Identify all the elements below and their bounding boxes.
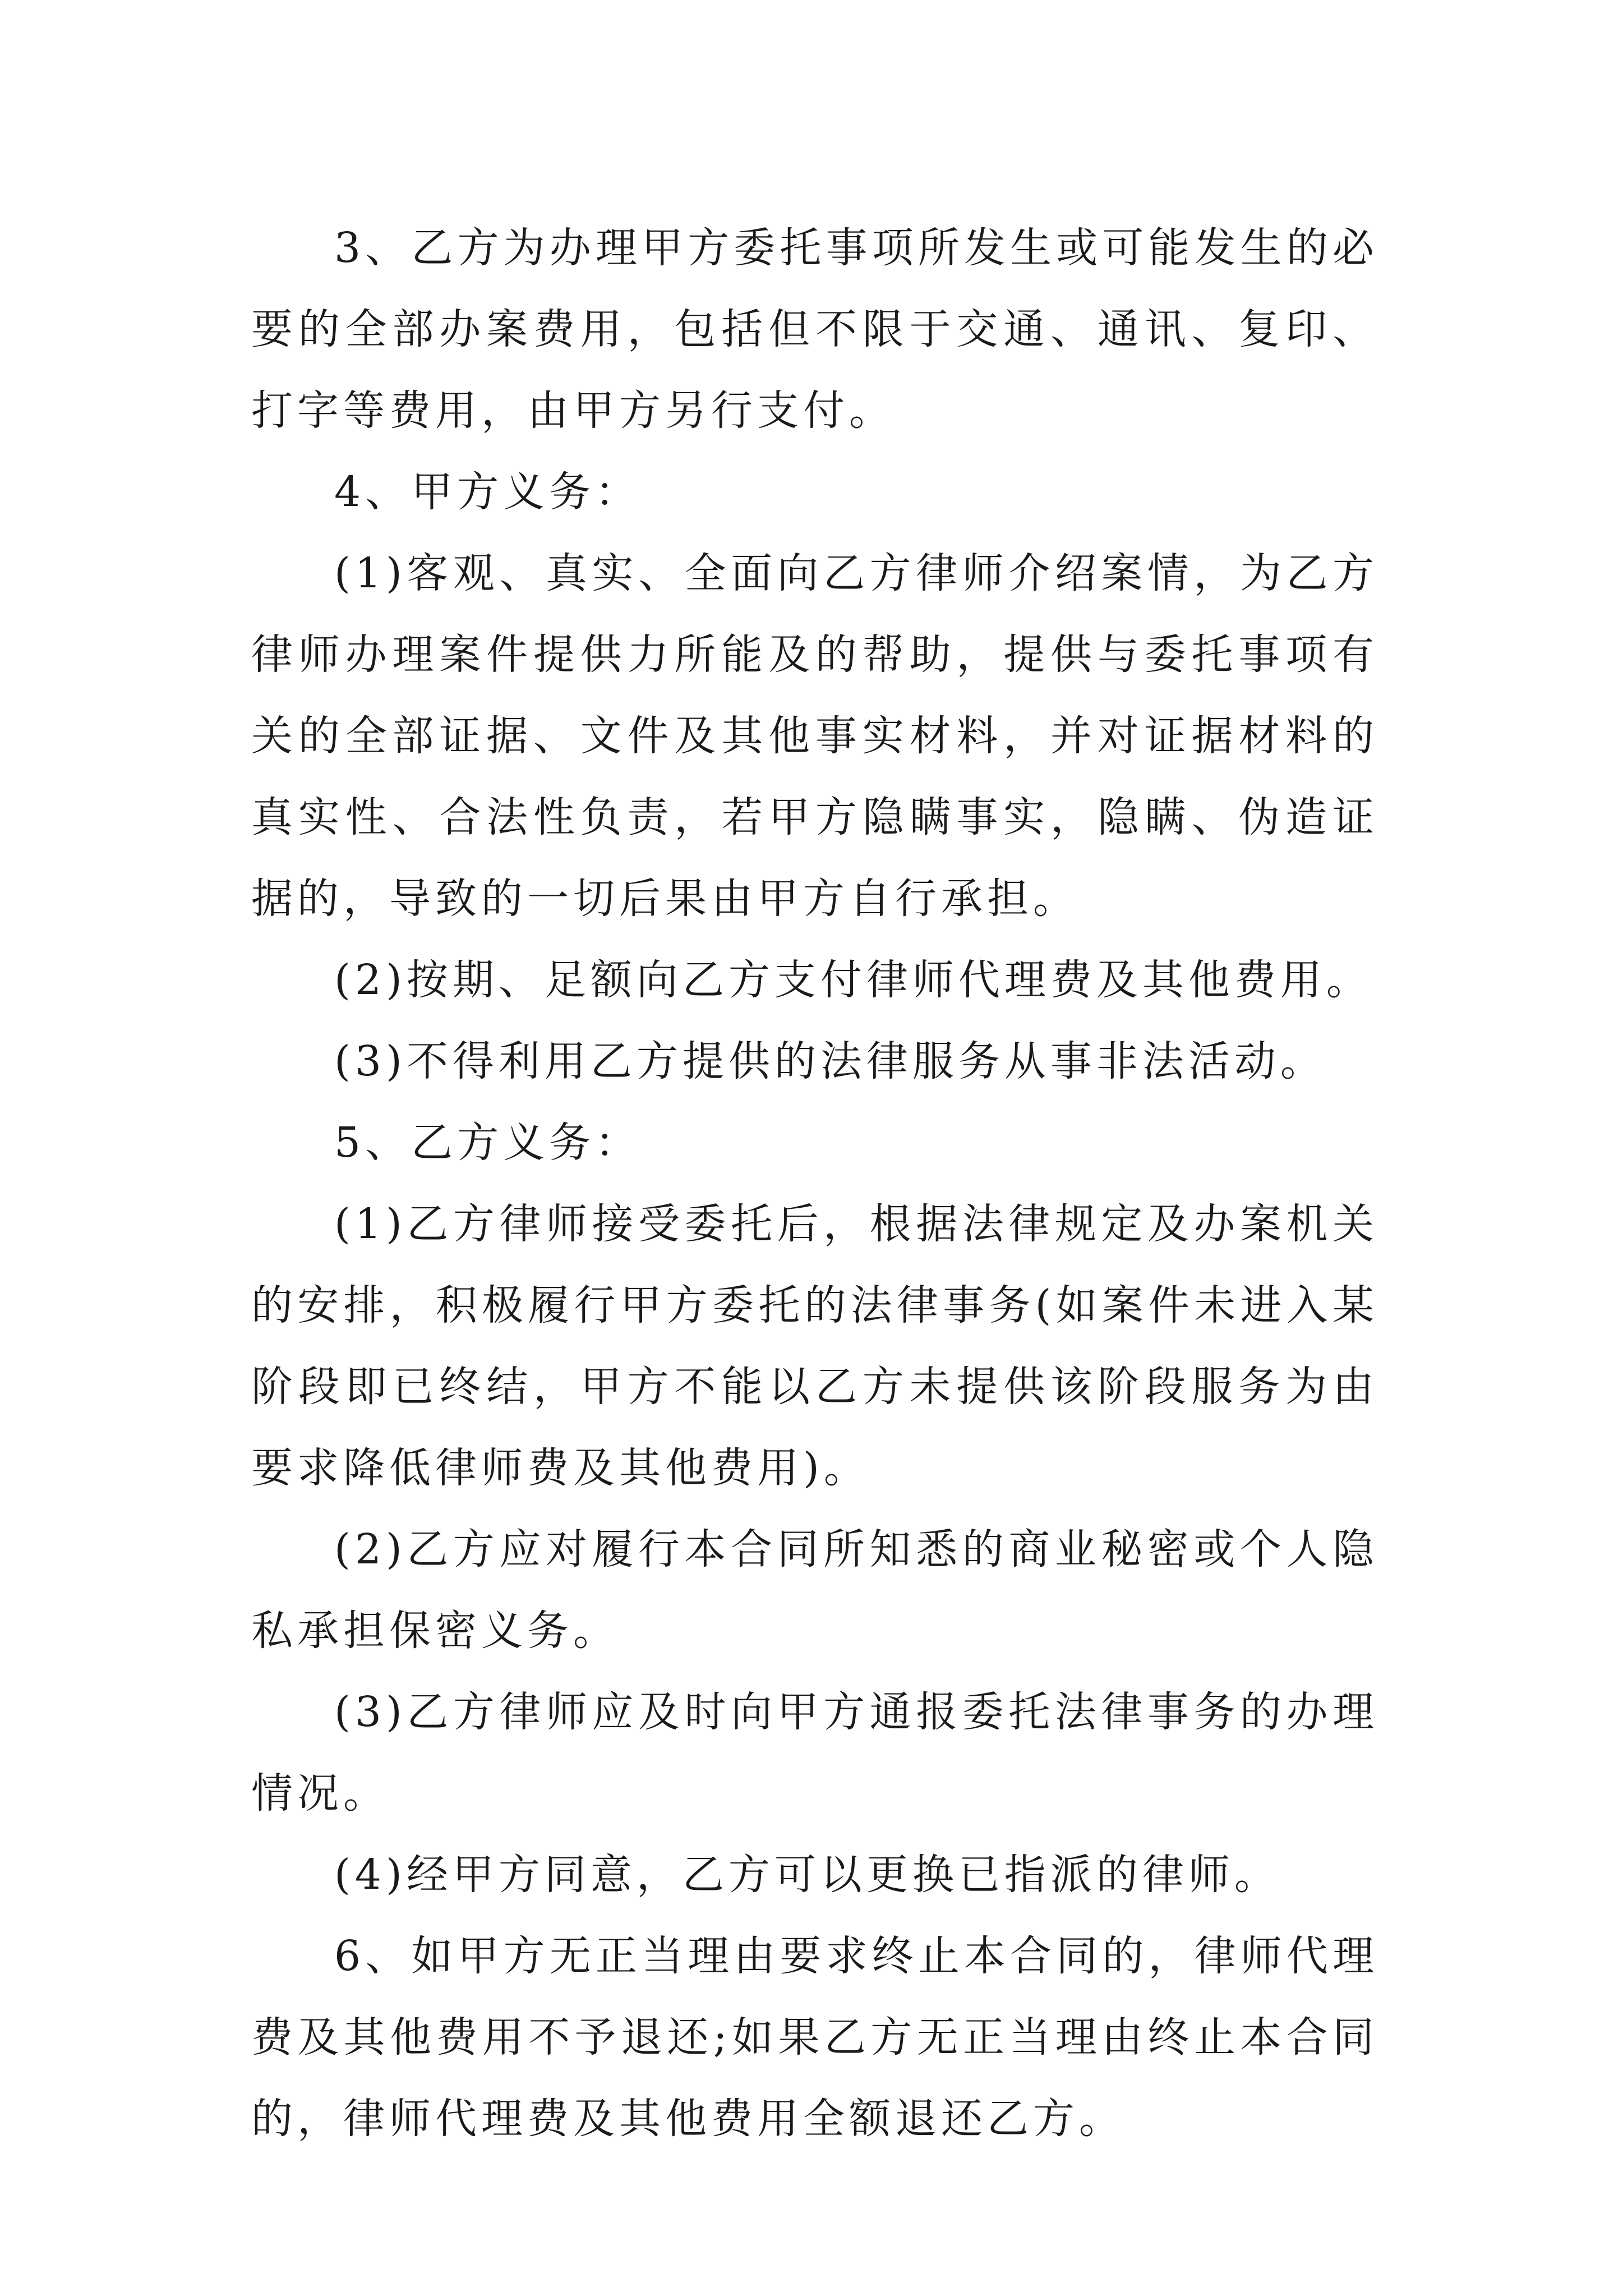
paragraph-party-b-duty-4: (4)经甲方同意，乙方可以更换已指派的律师。 [334, 1851, 1280, 1899]
paragraph-party-a-duty-2: (2)按期、足额向乙方支付律师代理费及其他费用。 [334, 956, 1372, 1004]
paragraph-party-a-duty-1: (1)客观、真实、全面向乙方律师介绍案情，为乙方律师办理案件提供力所能及的帮助，提供与委托事项有关的全部证据、文件及其他事实材料，并对证据材料的真实性、合法性负责，若甲方隐瞒事实，隐瞒、伪造证据的，导致的一切后果由甲方自行承担。 [251, 549, 1378, 923]
document-body [251, 208, 1378, 2160]
paragraph-party-a-duty-3: (3)不得利用乙方提供的法律服务从事非法活动。 [334, 1037, 1326, 1085]
paragraph-party-a-duties-heading: 4、甲方义务： [334, 468, 642, 516]
paragraph-party-b-duty-3: (3)乙方律师应及时向甲方通报委托法律事务的办理情况。 [251, 1688, 1378, 1818]
paragraph-termination: 6、如甲方无正当理由要求终止本合同的，律师代理费及其他费用不予退还;如果乙方无正当理由终止本合同的，律师代理费及其他费用全额退还乙方。 [251, 1932, 1378, 2143]
paragraph-party-b-duty-2: (2)乙方应对履行本合同所知悉的商业秘密或个人隐私承担保密义务。 [251, 1525, 1378, 1655]
paragraph-party-b-duty-1: (1)乙方律师接受委托后，根据法律规定及办案机关的安排，积极履行甲方委托的法律事务(如案件未进入某阶段即已终结，甲方不能以乙方未提供该阶段服务为由要求降低律师费及其他费用)。 [251, 1200, 1378, 1492]
paragraph-party-b-duties-heading: 5、乙方义务： [334, 1119, 642, 1167]
paragraph-expenses: 3、乙方为办理甲方委托事项所发生或可能发生的必要的全部办案费用，包括但不限于交通、通讯、复印、打字等费用，由甲方另行支付。 [251, 224, 1378, 435]
